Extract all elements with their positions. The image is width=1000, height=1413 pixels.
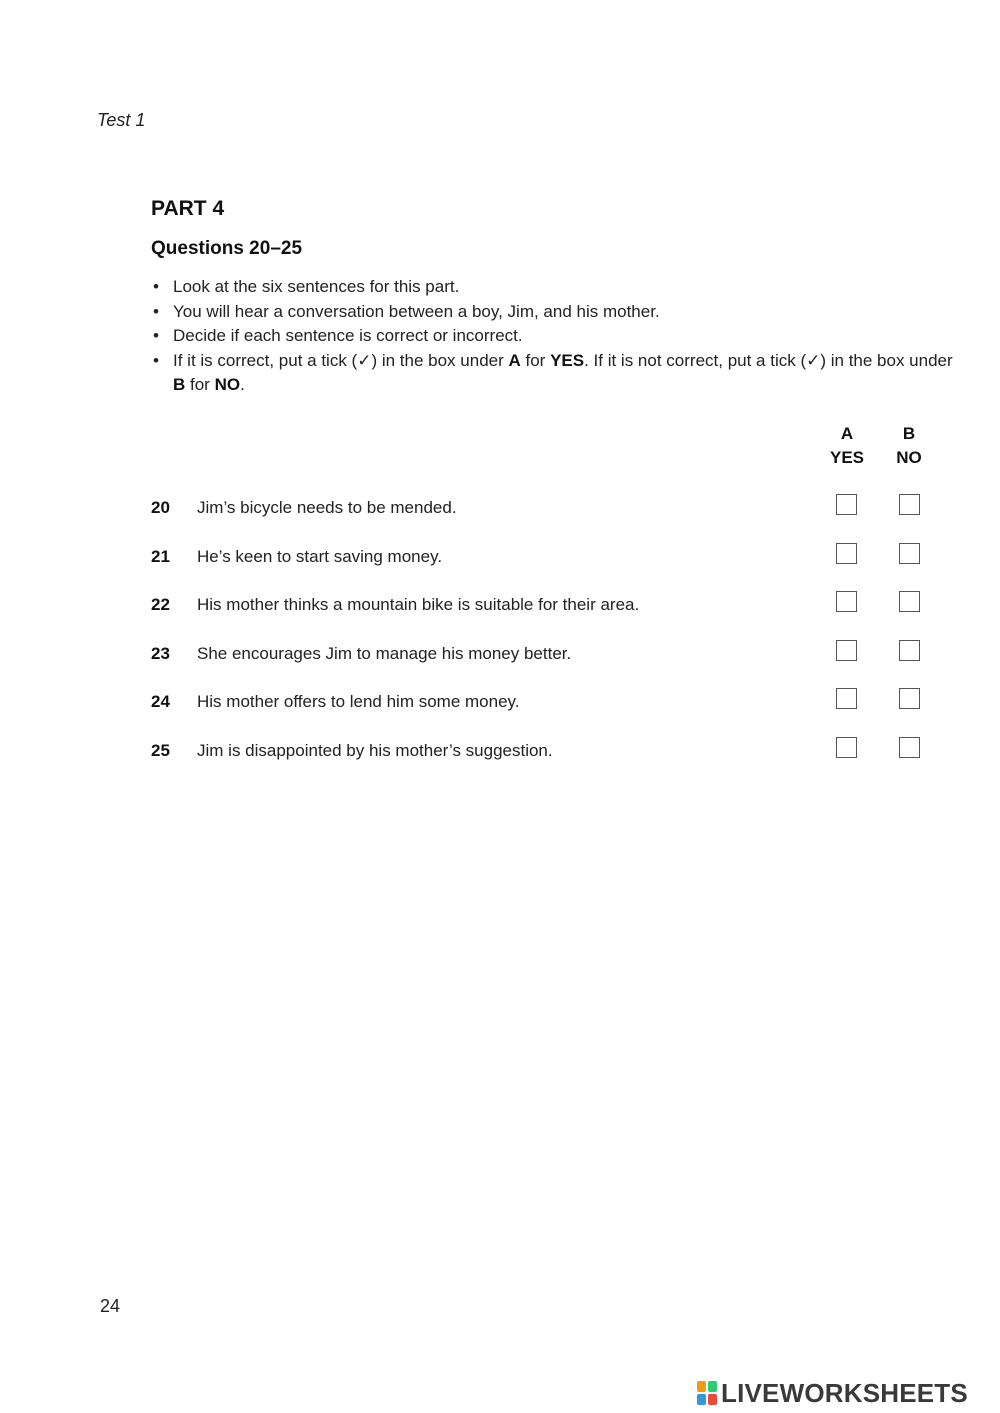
instruction-text: . If it is not correct, put a tick (✓) in the box under <box>584 350 953 370</box>
liveworksheets-logo-icon <box>697 1381 717 1405</box>
question-number: 21 <box>151 547 170 566</box>
question-number: 22 <box>151 595 170 614</box>
answer-box-yes[interactable] <box>836 640 857 661</box>
answer-box-no[interactable] <box>899 737 920 758</box>
answer-box-yes[interactable] <box>836 591 857 612</box>
logo-tile <box>697 1381 706 1392</box>
answer-box-yes[interactable] <box>836 688 857 709</box>
question-row-25 <box>151 737 931 767</box>
column-header-b <box>879 422 939 470</box>
question-row-23 <box>151 640 931 670</box>
instruction-item: • Decide if each sentence is correct or incorrect. <box>151 324 956 349</box>
liveworksheets-brand <box>697 1377 968 1409</box>
question-row-24 <box>151 688 931 718</box>
question-number: 20 <box>151 498 170 517</box>
question-number: 23 <box>151 644 170 663</box>
instruction-bold-b: B <box>173 375 186 394</box>
answer-box-no[interactable] <box>899 591 920 612</box>
page-number: 24 <box>100 1296 121 1316</box>
answer-box-no[interactable] <box>899 543 920 564</box>
instruction-bold-no: NO <box>214 375 241 394</box>
instructions-list <box>151 275 956 398</box>
question-number: 25 <box>151 741 170 760</box>
part-title: PART 4 <box>151 197 225 220</box>
logo-tile <box>708 1394 717 1405</box>
instruction-bold-a: A <box>508 350 521 370</box>
instruction-text: for <box>520 350 551 370</box>
question-text: She encourages Jim to manage his money better. <box>197 644 572 663</box>
column-header-a <box>817 422 877 470</box>
answer-box-yes[interactable] <box>836 543 857 564</box>
answer-box-yes[interactable] <box>836 494 857 515</box>
question-text: His mother offers to lend him some money. <box>197 692 520 711</box>
question-text: Jim is disappointed by his mother’s suggestion. <box>197 741 553 760</box>
question-text: Jim’s bicycle needs to be mended. <box>197 498 457 517</box>
column-a-label: YES <box>829 448 865 467</box>
question-text: He’s keen to start saving money. <box>197 547 443 566</box>
question-row-22 <box>151 591 931 621</box>
column-b-label: NO <box>896 448 922 467</box>
question-row-20 <box>151 494 931 524</box>
instruction-item: • You will hear a conversation between a boy, Jim, and his mother. <box>151 300 956 325</box>
questions-range: Questions 20–25 <box>151 238 303 259</box>
instruction-text: If it is correct, put a tick (✓) in the box under <box>173 350 509 370</box>
answer-box-no[interactable] <box>899 688 920 709</box>
brand-name: LIVEWORKSHEETS <box>721 1377 968 1408</box>
answer-box-yes[interactable] <box>836 737 857 758</box>
column-b-letter: B <box>902 424 916 443</box>
question-text: His mother thinks a mountain bike is suitable for their area. <box>197 595 640 614</box>
logo-tile <box>708 1381 717 1392</box>
question-number: 24 <box>151 692 170 711</box>
column-a-letter: A <box>840 424 854 443</box>
answer-box-no[interactable] <box>899 494 920 515</box>
instruction-item <box>151 349 956 398</box>
instruction-bold-yes: YES <box>550 350 585 370</box>
answer-box-no[interactable] <box>899 640 920 661</box>
question-row-21 <box>151 543 931 573</box>
test-label: Test 1 <box>97 110 146 130</box>
instruction-text: . <box>240 375 245 394</box>
instruction-item: • Look at the six sentences for this part. <box>151 275 956 300</box>
instruction-text: for <box>185 375 215 394</box>
logo-tile <box>697 1394 706 1405</box>
